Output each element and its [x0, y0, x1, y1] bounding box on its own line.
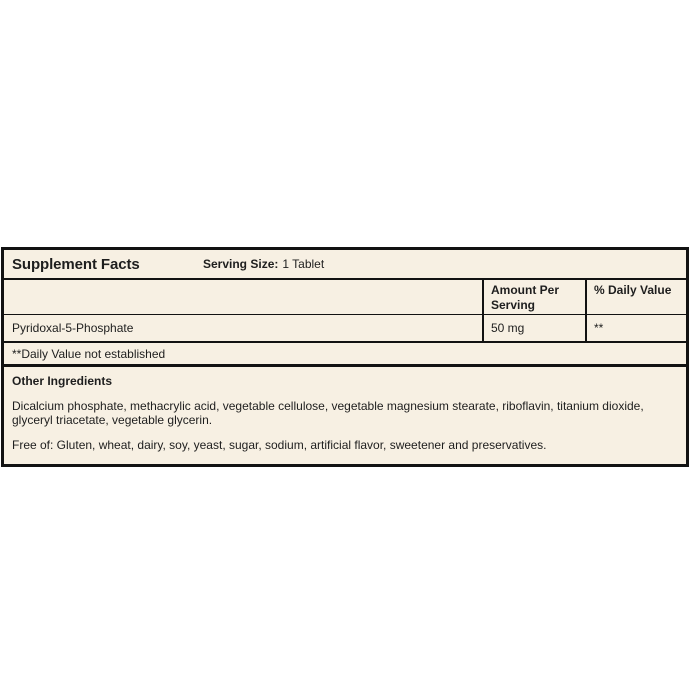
serving-size [203, 250, 324, 278]
ingredient-name: Pyridoxal-5-Phosphate [12, 321, 134, 335]
serving-size-label: Serving Size: [203, 257, 279, 271]
column-header-spacer [4, 280, 482, 314]
ingredient-daily-value: ** [585, 315, 686, 341]
column-header-row [4, 280, 686, 315]
other-ingredients-text: Dicalcium phosphate, methacrylic acid, vegetable cellulose, vegetable magnesium stearate, riboflavin, titanium dioxide, glyceryl triacetate, vegetable glycerin. [12, 399, 644, 428]
ingredient-row [4, 315, 686, 343]
other-ingredients-section [4, 367, 686, 464]
supplement-facts-label [1, 247, 689, 467]
daily-value-header: % Daily Value [585, 280, 686, 314]
amount-per-serving-header: Amount Per Serving [482, 280, 585, 314]
supplement-facts-title-row [4, 250, 686, 280]
other-ingredients-heading: Other Ingredients [12, 374, 113, 388]
supplement-facts-title: Supplement Facts [12, 255, 140, 273]
free-of-text: Free of: Gluten, wheat, dairy, soy, yeast, sugar, sodium, artificial flavor, sweetener and preservatives. [12, 437, 547, 452]
ingredient-amount: 50 mg [482, 315, 585, 341]
serving-size-value: 1 Tablet [282, 257, 325, 271]
daily-value-footnote: **Daily Value not established [4, 343, 686, 367]
